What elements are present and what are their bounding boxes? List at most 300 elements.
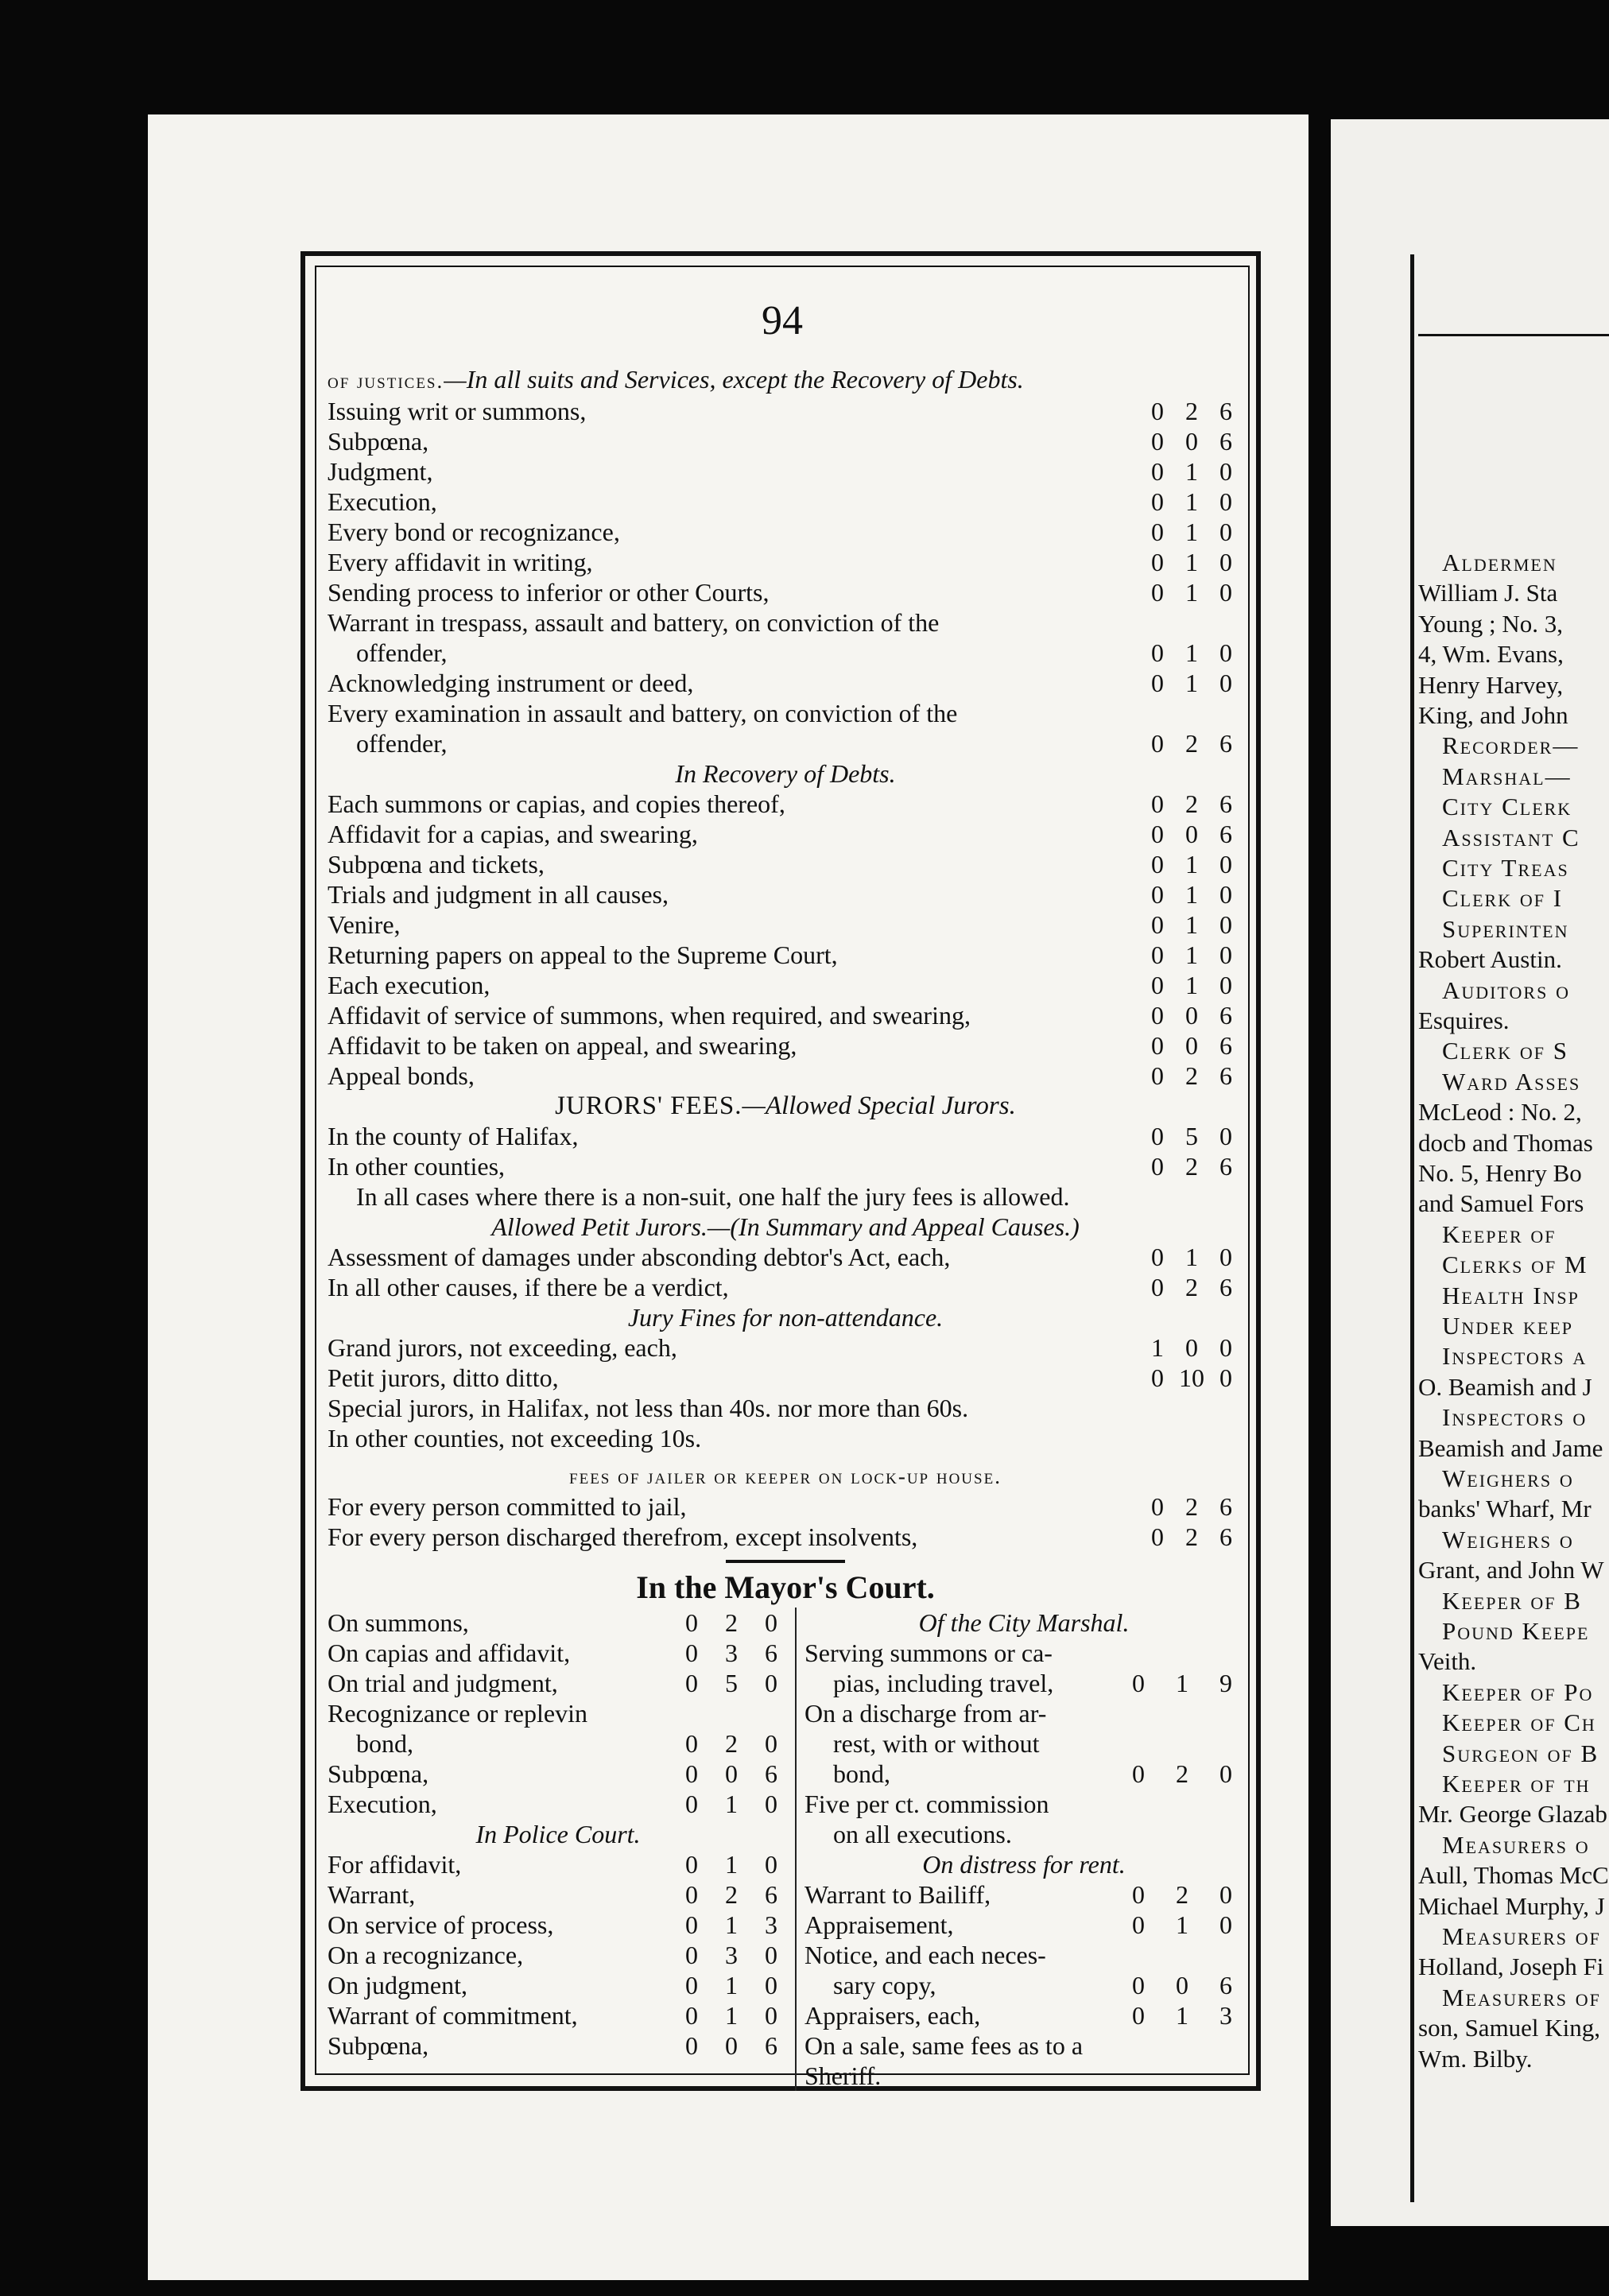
right-page-line: Health Insp — [1442, 1281, 1580, 1309]
pence: 6 — [1219, 397, 1232, 425]
right-page-line: Wm. Bilby. — [1418, 2044, 1533, 2073]
shillings: 0 — [725, 1759, 738, 1788]
fee-label: On summons, — [328, 1608, 469, 1637]
pounds: 0 — [685, 1971, 698, 1999]
pence: 0 — [1219, 880, 1232, 909]
right-page-line: Beamish and Jame — [1418, 1433, 1603, 1462]
shillings: 1 — [1185, 1243, 1198, 1271]
fee-amount — [1124, 1970, 1243, 2000]
pence: 6 — [1219, 1152, 1232, 1181]
pounds: 0 — [685, 2031, 698, 2060]
shillings: 1 — [1176, 1669, 1188, 1697]
fee-amount — [1143, 1491, 1243, 1522]
fee-label: Assessment of damages under absconding debtor's Act, each, — [328, 1243, 951, 1271]
right-page-line: 4, Wm. Evans, — [1418, 640, 1564, 669]
fee-amount — [1124, 1668, 1243, 1698]
pounds: 0 — [685, 1790, 698, 1818]
pounds: 0 — [1151, 941, 1164, 969]
right-page-line: Inspectors a — [1442, 1342, 1588, 1371]
section-rule — [726, 1560, 845, 1563]
fee-row — [328, 909, 1243, 940]
shillings: 2 — [1185, 397, 1198, 425]
fee-amount — [677, 1638, 789, 1668]
fee-label: Judgment, — [328, 457, 433, 486]
fee-label: Execution, — [328, 487, 437, 516]
fee-label: Five per ct. commission — [804, 1790, 1049, 1818]
shillings: 2 — [1185, 1273, 1198, 1301]
fee-label: on all executions. — [833, 1820, 1012, 1848]
pounds: 0 — [1151, 789, 1164, 818]
mayor-left-column — [328, 1608, 797, 2091]
right-page-line: son, Samuel King, — [1418, 2014, 1601, 2042]
right-page-line: Ward Asses — [1442, 1067, 1581, 1096]
shillings: 2 — [725, 1608, 738, 1637]
fee-label: On trial and judgment, — [328, 1669, 558, 1697]
fee-label: Appeal bonds, — [328, 1061, 475, 1090]
jurors-note: In all cases where there is a non-suit, one half the jury fees is allowed. — [356, 1182, 1070, 1211]
fee-row — [328, 789, 1243, 819]
shillings: 1 — [1185, 548, 1198, 576]
fee-row — [804, 1879, 1243, 1910]
mayor-court-title: In the Mayor's Court. — [636, 1569, 935, 1605]
fee-row — [328, 1242, 1243, 1272]
fee-amount — [1143, 396, 1243, 426]
pounds: 0 — [1132, 1910, 1145, 1939]
pence: 6 — [1219, 427, 1232, 456]
right-page-line: O. Beamish and J — [1418, 1372, 1592, 1401]
fee-amount — [1143, 909, 1243, 940]
fee-row — [328, 1638, 789, 1668]
pounds: 0 — [1151, 1031, 1164, 1060]
shillings: 0 — [1185, 427, 1198, 456]
shillings: 1 — [1185, 638, 1198, 667]
fee-label: pias, including travel, — [833, 1669, 1054, 1697]
fee-row — [328, 1000, 1243, 1030]
jurors-heading — [328, 1091, 1243, 1121]
right-page-line: Esquires. — [1418, 1006, 1510, 1034]
fee-label: Sending process to inferior or other Courts, — [328, 578, 770, 607]
right-page-line: William J. Sta — [1418, 579, 1558, 607]
shillings: 0 — [1185, 1031, 1198, 1060]
fee-row — [328, 728, 1243, 758]
shillings: 1 — [725, 2001, 738, 2030]
fee-row — [328, 1910, 789, 1940]
fee-row — [804, 1819, 1243, 1849]
right-page-line: Assistant C — [1442, 823, 1580, 851]
fee-label: Returning papers on appeal to the Supreme Court, — [328, 941, 838, 969]
fee-label: Venire, — [328, 910, 401, 939]
right-page-line: Clerks of M — [1442, 1251, 1588, 1279]
shillings: 2 — [1176, 1880, 1188, 1909]
fee-amount — [677, 1789, 789, 1819]
fee-label: Appraisement, — [804, 1910, 954, 1939]
pence: 0 — [765, 1790, 777, 1818]
fee-row — [328, 1970, 789, 2000]
fines-note: In other counties, not exceeding 10s. — [328, 1424, 702, 1452]
pence: 6 — [1219, 1001, 1232, 1030]
right-page-line: Inspectors o — [1442, 1403, 1588, 1432]
fee-row — [804, 1668, 1243, 1698]
fee-label: Subpœna, — [328, 2031, 429, 2060]
shillings: 3 — [725, 1639, 738, 1667]
shillings: 1 — [1185, 578, 1198, 607]
fee-label: In all other causes, if there be a verdict, — [328, 1273, 729, 1301]
right-page-line: Mr. George Glazab — [1418, 1800, 1607, 1829]
fee-row — [328, 426, 1243, 456]
fee-row — [328, 1151, 1243, 1181]
fee-amount — [1143, 638, 1243, 668]
fee-amount — [677, 1940, 789, 1970]
fee-row — [328, 487, 1243, 517]
pence: 0 — [1219, 518, 1232, 546]
shillings: 10 — [1179, 1363, 1204, 1392]
pence: 0 — [1219, 487, 1232, 516]
fee-amount — [1143, 456, 1243, 487]
pence: 6 — [1219, 789, 1232, 818]
right-page-line: Pound Keepe — [1442, 1617, 1590, 1645]
fee-row — [804, 2030, 1243, 2091]
pounds: 0 — [685, 1639, 698, 1667]
shillings: 1 — [1185, 910, 1198, 939]
fee-label: Notice, and each neces- — [804, 1941, 1046, 1969]
fee-row — [328, 638, 1243, 668]
shillings: 3 — [725, 1941, 738, 1969]
fee-amount — [1143, 940, 1243, 970]
shillings: 2 — [725, 1880, 738, 1909]
fee-label: Warrant, — [328, 1880, 416, 1909]
fee-row — [328, 1332, 1243, 1363]
fee-row — [804, 1759, 1243, 1789]
fee-row — [804, 1698, 1243, 1728]
fee-label: offender, — [356, 729, 448, 758]
fee-label: Grand jurors, not exceeding, each, — [328, 1333, 677, 1362]
pounds: 0 — [685, 1759, 698, 1788]
fee-amount — [1143, 668, 1243, 698]
pounds: 0 — [1151, 578, 1164, 607]
fee-row — [328, 849, 1243, 879]
shillings: 2 — [725, 1729, 738, 1758]
fee-label: Subpœna, — [328, 427, 429, 456]
right-page-line: Under keep — [1442, 1312, 1574, 1340]
fee-label: Every examination in assault and battery, on conviction of the — [328, 699, 958, 727]
pence: 0 — [1219, 1910, 1232, 1939]
fee-row — [328, 698, 1243, 728]
subheading: Of the City Marshal. — [918, 1608, 1130, 1637]
fee-label: rest, with or without — [833, 1729, 1040, 1758]
shillings: 2 — [1185, 1522, 1198, 1551]
pounds: 0 — [685, 1608, 698, 1637]
fee-label: Each execution, — [328, 971, 490, 999]
shillings: 2 — [1176, 1759, 1188, 1788]
shillings: 1 — [1185, 669, 1198, 697]
shillings: 1 — [1185, 850, 1198, 878]
pounds: 0 — [1151, 548, 1164, 576]
pounds: 0 — [1151, 427, 1164, 456]
fee-amount — [1143, 426, 1243, 456]
fee-row — [328, 517, 1243, 547]
pence: 0 — [1219, 548, 1232, 576]
fee-amount — [1124, 1759, 1243, 1789]
fee-row — [328, 1608, 789, 1638]
pence: 0 — [1219, 457, 1232, 486]
fee-row — [328, 1061, 1243, 1091]
fee-amount — [677, 1970, 789, 2000]
fee-row — [328, 970, 1243, 1000]
fee-row — [328, 2000, 789, 2030]
page-number: 94 — [762, 298, 803, 343]
right-page-line: Measurers o — [1442, 1830, 1590, 1859]
fee-amount — [1143, 517, 1243, 547]
pounds: 0 — [1151, 1363, 1164, 1392]
shillings: 2 — [1185, 1061, 1198, 1090]
shillings: 1 — [1185, 457, 1198, 486]
fee-label: On service of process, — [328, 1910, 554, 1939]
right-page-border — [1410, 254, 1414, 2202]
pence: 3 — [765, 1910, 777, 1939]
fee-label: Affidavit to be taken on appeal, and swearing, — [328, 1031, 797, 1060]
fee-row — [328, 940, 1243, 970]
fee-label: Subpœna, — [328, 1759, 429, 1788]
fee-label: Petit jurors, ditto ditto, — [328, 1363, 559, 1392]
fee-amount — [677, 1608, 789, 1638]
fee-label: For affidavit, — [328, 1850, 462, 1879]
right-page-line: Grant, and John W — [1418, 1556, 1604, 1584]
fee-amount — [677, 2000, 789, 2030]
pounds: 0 — [685, 1941, 698, 1969]
fee-amount — [1124, 2000, 1243, 2030]
fee-label: Warrant of commitment, — [328, 2001, 578, 2030]
fee-amount — [1143, 1363, 1243, 1393]
justices-heading — [328, 364, 1243, 396]
pounds: 0 — [1151, 729, 1164, 758]
heading-caps: JURORS' FEES. — [555, 1092, 742, 1120]
fee-row — [804, 1728, 1243, 1759]
pence: 6 — [1219, 1061, 1232, 1090]
fee-amount — [1143, 547, 1243, 577]
pounds: 0 — [1151, 1492, 1164, 1521]
shillings: 1 — [725, 1790, 738, 1818]
pence: 0 — [1219, 941, 1232, 969]
shillings: 5 — [725, 1669, 738, 1697]
shillings: 5 — [1185, 1122, 1198, 1150]
fee-row — [328, 1363, 1243, 1393]
fee-label: Acknowledging instrument or deed, — [328, 669, 694, 697]
right-page-line: and Samuel Fors — [1418, 1189, 1584, 1218]
fee-row — [804, 1970, 1243, 2000]
fee-amount — [1143, 577, 1243, 607]
right-page-line: Aull, Thomas McC — [1418, 1861, 1609, 1890]
pounds: 0 — [1151, 1152, 1164, 1181]
fee-table — [328, 364, 1243, 2091]
right-page-line: Measurers of — [1442, 1922, 1601, 1950]
pounds: 0 — [1151, 457, 1164, 486]
jailer-heading: fees of jailer or keeper on lock-up house. — [569, 1464, 1002, 1488]
fee-amount — [1143, 879, 1243, 909]
fee-label: In other counties, — [328, 1152, 506, 1181]
heading-italic: —In all suits and Services, except the Recovery of Debts. — [444, 365, 1024, 394]
shillings: 0 — [1185, 820, 1198, 848]
fee-label: offender, — [356, 638, 448, 667]
fee-amount — [1124, 1879, 1243, 1910]
shillings: 1 — [1176, 1910, 1188, 1939]
pence: 0 — [765, 1608, 777, 1637]
right-page — [1331, 119, 1609, 2226]
pence: 0 — [1219, 1122, 1232, 1150]
fee-row — [804, 1789, 1243, 1819]
fee-label: Affidavit of service of summons, when required, and swearing, — [328, 1001, 971, 1030]
shillings: 0 — [1176, 1971, 1188, 1999]
shillings: 0 — [725, 2031, 738, 2060]
right-page-line: docb and Thomas — [1418, 1128, 1593, 1157]
pounds: 0 — [685, 2001, 698, 2030]
shillings: 1 — [725, 1971, 738, 1999]
fee-label: Every bond or recognizance, — [328, 518, 620, 546]
pence: 0 — [765, 1850, 777, 1879]
pounds: 0 — [1151, 487, 1164, 516]
pounds: 0 — [1151, 820, 1164, 848]
shillings: 1 — [725, 1850, 738, 1879]
fee-label: Every affidavit in writing, — [328, 548, 593, 576]
fee-amount — [1143, 1272, 1243, 1302]
pounds: 0 — [1151, 1122, 1164, 1150]
pence: 0 — [1219, 1243, 1232, 1271]
fee-row — [328, 456, 1243, 487]
shillings: 1 — [1185, 518, 1198, 546]
fee-row — [328, 1030, 1243, 1061]
fee-amount — [1143, 970, 1243, 1000]
right-page-line: Keeper of — [1442, 1220, 1557, 1248]
pounds: 0 — [1132, 1880, 1145, 1909]
fee-amount — [677, 1910, 789, 1940]
pounds: 0 — [1132, 1759, 1145, 1788]
fee-label: Warrant to Bailiff, — [804, 1880, 991, 1909]
right-page-rule — [1418, 334, 1609, 336]
fee-amount — [1143, 1030, 1243, 1061]
fines-note: Special jurors, in Halifax, not less than 40s. nor more than 60s. — [328, 1394, 969, 1422]
shillings: 1 — [725, 1910, 738, 1939]
shillings: 2 — [1185, 1152, 1198, 1181]
right-page-line: Recorder— — [1442, 731, 1580, 760]
shillings: 1 — [1185, 880, 1198, 909]
fee-amount — [677, 1728, 789, 1759]
right-page-line: Superinten — [1442, 914, 1569, 943]
pounds: 0 — [1151, 880, 1164, 909]
pounds: 0 — [1151, 971, 1164, 999]
pounds: 0 — [685, 1729, 698, 1758]
fee-row — [804, 1638, 1243, 1668]
pence: 0 — [1219, 971, 1232, 999]
mayor-court-columns — [328, 1608, 1243, 2091]
fee-row — [328, 1849, 789, 1879]
fee-amount — [677, 1879, 789, 1910]
pence: 0 — [1219, 669, 1232, 697]
fee-amount — [677, 1849, 789, 1879]
fee-label: bond, — [833, 1759, 890, 1788]
fee-label: On a sale, same fees as to a Sheriff. — [804, 2031, 1084, 2090]
fee-amount — [1124, 1910, 1243, 1940]
pence: 0 — [765, 1729, 777, 1758]
shillings: 1 — [1185, 971, 1198, 999]
right-page-line: Michael Murphy, J — [1418, 1891, 1605, 1920]
pence: 0 — [1219, 638, 1232, 667]
fee-label: On a discharge from ar- — [804, 1699, 1047, 1728]
shillings: 2 — [1185, 789, 1198, 818]
pence: 6 — [765, 1880, 777, 1909]
fee-amount — [1143, 1061, 1243, 1091]
right-page-line: Keeper of th — [1442, 1770, 1591, 1798]
pounds: 0 — [1151, 910, 1164, 939]
right-page-line: Robert Austin. — [1418, 945, 1562, 974]
fee-row — [328, 607, 1243, 638]
pounds: 0 — [1151, 638, 1164, 667]
fee-label: Affidavit for a capias, and swearing, — [328, 820, 698, 848]
pounds: 0 — [1151, 1522, 1164, 1551]
pounds: 0 — [685, 1669, 698, 1697]
fee-amount — [1143, 1121, 1243, 1151]
fee-label: Appraisers, each, — [804, 2001, 981, 2030]
fee-row — [328, 1491, 1243, 1522]
pence: 0 — [1219, 1759, 1232, 1788]
fee-row — [328, 819, 1243, 849]
fee-row — [328, 396, 1243, 426]
subheading: In Police Court. — [475, 1820, 641, 1848]
shillings: 2 — [1185, 729, 1198, 758]
pounds: 0 — [1151, 850, 1164, 878]
right-page-line: King, and John — [1418, 701, 1568, 729]
pence: 3 — [1219, 2001, 1232, 2030]
shillings: 2 — [1185, 1492, 1198, 1521]
right-page-line: Weighers o — [1442, 1525, 1574, 1553]
fee-amount — [1143, 1242, 1243, 1272]
right-page-line: Measurers of — [1442, 1983, 1601, 2011]
pounds: 0 — [685, 1910, 698, 1939]
pounds: 0 — [685, 1850, 698, 1879]
right-page-line: Holland, Joseph Fi — [1418, 1953, 1604, 1981]
fee-label: sary copy, — [833, 1971, 936, 1999]
fee-amount — [1143, 487, 1243, 517]
fee-label: Issuing writ or summons, — [328, 397, 587, 425]
pence: 6 — [765, 1639, 777, 1667]
fee-amount — [1143, 1332, 1243, 1363]
fee-amount — [1143, 728, 1243, 758]
recovery-heading: In Recovery of Debts. — [675, 759, 896, 788]
fee-row — [328, 577, 1243, 607]
pence: 0 — [765, 2001, 777, 2030]
pence: 0 — [1219, 578, 1232, 607]
right-page-line: Weighers o — [1442, 1464, 1574, 1492]
right-page-line: City Clerk — [1442, 793, 1572, 821]
fee-row — [328, 1272, 1243, 1302]
pence: 0 — [765, 1971, 777, 1999]
pence: 6 — [765, 1759, 777, 1788]
pence: 6 — [1219, 1273, 1232, 1301]
fee-label: bond, — [356, 1729, 413, 1758]
subheading: On distress for rent. — [922, 1850, 1126, 1879]
fee-label: Trials and judgment in all causes, — [328, 880, 669, 909]
right-page-line: Clerk of S — [1442, 1037, 1568, 1065]
fines-heading: Jury Fines for non-attendance. — [627, 1303, 944, 1332]
shillings: 0 — [1185, 1001, 1198, 1030]
fee-row — [804, 1940, 1243, 1970]
fee-amount — [1143, 1000, 1243, 1030]
pounds: 0 — [1132, 1669, 1145, 1697]
right-page-line: No. 5, Henry Bo — [1418, 1159, 1582, 1187]
fee-amount — [1143, 849, 1243, 879]
fee-amount — [1143, 789, 1243, 819]
mayor-right-column — [797, 1608, 1243, 2091]
fee-row — [328, 1668, 789, 1698]
fee-label: Subpœna and tickets, — [328, 850, 545, 878]
